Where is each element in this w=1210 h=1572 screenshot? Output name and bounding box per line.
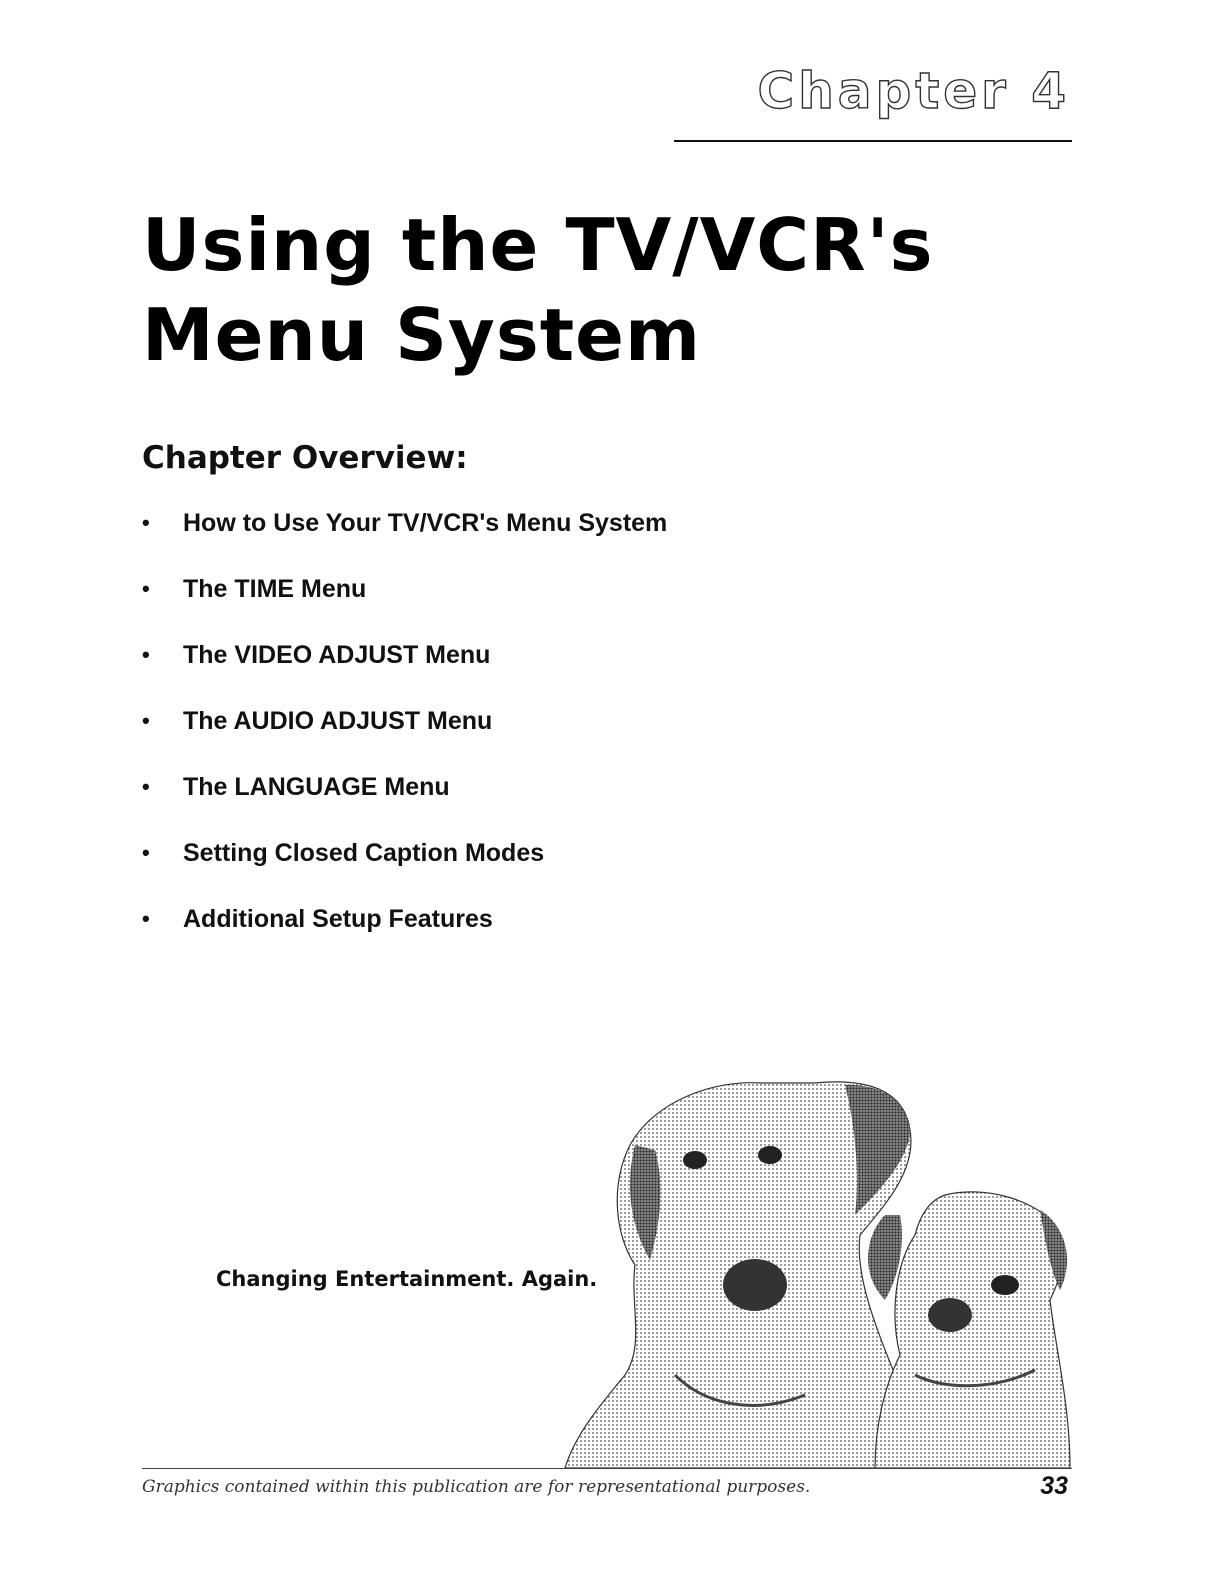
footer-rule: [142, 1468, 1072, 1469]
chapter-label: Chapter 4: [757, 62, 1070, 120]
title-line-1: Using the TV/VCR's: [142, 203, 934, 287]
list-item: [142, 838, 667, 904]
footer-note: Graphics contained within this publication are for representational purposes.: [142, 1477, 811, 1497]
bullet-icon: •: [142, 642, 150, 667]
overview-list: [142, 508, 667, 970]
list-item: [142, 706, 667, 772]
tagline: Changing Entertainment. Again.: [216, 1267, 598, 1291]
bullet-icon: •: [142, 576, 150, 601]
small-dog-graphic: [868, 1192, 1070, 1468]
list-item-text: The LANGUAGE Menu: [183, 773, 450, 801]
list-item-text: The VIDEO ADJUST Menu: [183, 641, 491, 669]
dogs-illustration: [555, 1075, 1075, 1468]
list-item: [142, 574, 667, 640]
list-item-text: The TIME Menu: [183, 575, 367, 603]
page-number: 33: [1040, 1472, 1068, 1500]
bullet-icon: •: [142, 906, 150, 931]
list-item-text: Additional Setup Features: [183, 905, 493, 933]
bullet-icon: •: [142, 774, 150, 799]
list-item: [142, 640, 667, 706]
list-item-text: The AUDIO ADJUST Menu: [183, 707, 493, 735]
bullet-icon: •: [142, 840, 150, 865]
title-line-2: Menu System: [142, 293, 701, 377]
list-item: [142, 772, 667, 838]
bullet-icon: •: [142, 708, 150, 733]
bullet-icon: •: [142, 510, 150, 535]
large-dog-graphic: [565, 1082, 911, 1468]
list-item: [142, 904, 667, 970]
list-item-text: Setting Closed Caption Modes: [183, 839, 545, 867]
page-title: [142, 200, 1102, 380]
list-item-text: How to Use Your TV/VCR's Menu System: [183, 509, 668, 537]
overview-heading: Chapter Overview:: [142, 440, 468, 476]
chapter-rule: [674, 140, 1072, 142]
list-item: [142, 508, 667, 574]
